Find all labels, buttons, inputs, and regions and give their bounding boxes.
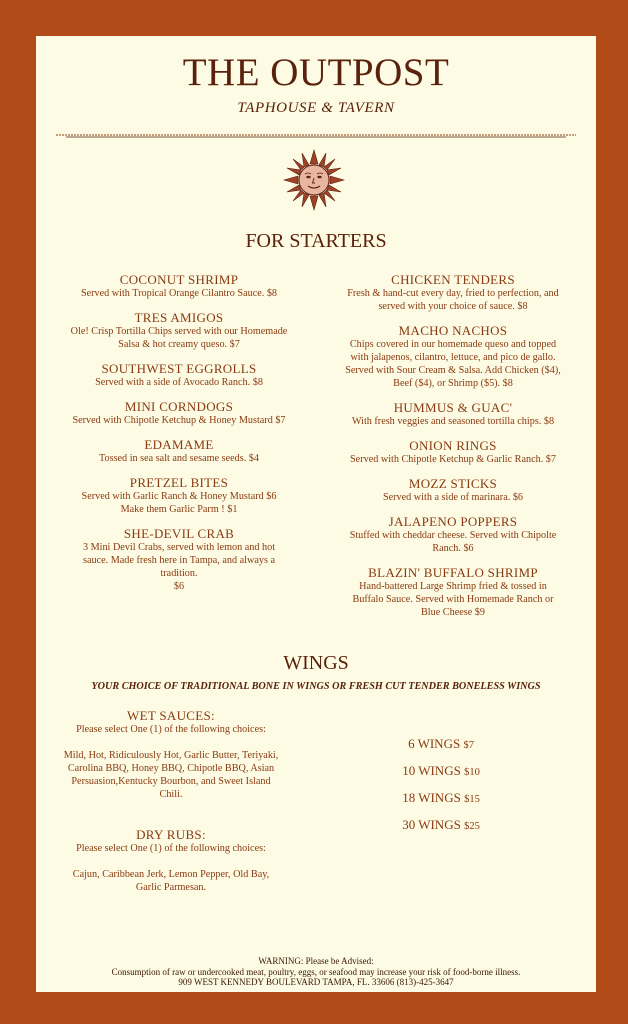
menu-item — [48, 475, 310, 516]
menu-item — [48, 526, 310, 593]
menu-item — [48, 399, 310, 427]
wings-heading: WINGS — [283, 652, 349, 674]
item-description: Stuffed with cheddar cheese. Served with Chipolte Ranch. $6 — [349, 530, 557, 554]
item-name: JALAPENO POPPERS — [388, 514, 518, 529]
item-name: MACHO NACHOS — [398, 323, 508, 338]
warning-text: Consumption of raw or undercooked meat, poultry, eggs, or seafood may increase your risk of food-borne illness. — [111, 966, 521, 977]
menu-item — [322, 476, 584, 504]
wing-size-price: $25 — [464, 821, 480, 832]
item-name: COCONUT SHRIMP — [119, 272, 239, 287]
menu-item — [322, 565, 584, 619]
item-name: CHICKEN TENDERS — [391, 272, 515, 287]
starters-right-column — [322, 272, 584, 629]
dry-rubs-title: DRY RUBS: — [136, 827, 206, 842]
sun-face-icon — [282, 148, 346, 212]
item-description: With fresh veggies and seasoned tortilla chips. $8 — [351, 416, 555, 427]
address: 909 WEST KENNEDY BOULEVARD TAMPA, FL. 33606 (813)-425-3647 — [178, 977, 454, 987]
item-description: Served with Garlic Ranch & Honey Mustard $6 Make them Garlic Parm ! $1 — [81, 491, 277, 515]
item-name: PRETZEL BITES — [129, 475, 229, 490]
starters-left-column — [48, 272, 310, 603]
item-description: Fresh & hand-cut every day, fried to perfection, and served with your choice of sauce. $8 — [347, 288, 559, 312]
item-name: TRES AMIGOS — [134, 310, 224, 325]
wing-size-label: 18 WINGS — [402, 790, 461, 805]
restaurant-title: THE OUTPOST — [182, 51, 450, 94]
footer — [36, 956, 596, 988]
wing-size-row — [366, 736, 516, 763]
menu-item — [48, 437, 310, 465]
item-name: SHE-DEVIL CRAB — [123, 526, 235, 541]
starters-heading: FOR STARTERS — [245, 230, 387, 252]
wet-sauces-instruction: Please select One (1) of the following choices: — [76, 724, 266, 735]
item-description: Served with a side of Avocado Ranch. $8 — [95, 377, 263, 388]
wing-size-price: $7 — [463, 740, 474, 751]
dry-rubs-instruction: Please select One (1) of the following choices: — [76, 843, 266, 854]
item-description: Chips covered in our homemade queso and topped with jalapenos, cilantro, lettuce, and pico de gallo. Served with Sour Cream & Salsa. Add Chicken ($4), Beef ($4), or Shrimp ($5). $8 — [345, 339, 561, 389]
item-name: SOUTHWEST EGGROLLS — [101, 361, 257, 376]
wing-size-label: 30 WINGS — [402, 817, 461, 832]
item-name: HUMMUS & GUAC' — [393, 400, 513, 415]
item-name: MOZZ STICKS — [408, 476, 498, 491]
wings-subheading: YOUR CHOICE OF TRADITIONAL BONE IN WINGS OR FRESH CUT TENDER BONELESS WINGS — [91, 681, 541, 692]
item-name: ONION RINGS — [409, 438, 497, 453]
wing-size-price: $10 — [464, 767, 480, 778]
spacer — [56, 736, 286, 749]
menu-item — [322, 438, 584, 466]
item-name: EDAMAME — [144, 437, 214, 452]
wing-size-row — [366, 790, 516, 817]
item-name: BLAZIN' BUFFALO SHRIMP — [368, 565, 538, 580]
item-name: MINI CORNDOGS — [124, 399, 234, 414]
menu-item — [322, 323, 584, 390]
restaurant-subtitle: TAPHOUSE & TAVERN — [237, 100, 395, 116]
item-description: Tossed in sea salt and sesame seeds. $4 — [99, 453, 259, 464]
divider-rule — [56, 134, 576, 138]
menu-item — [322, 272, 584, 313]
wings-sauces — [56, 708, 286, 894]
item-description: 3 Mini Devil Crabs, served with lemon and hot sauce. Made fresh here in Tampa, and always a tradition. $6 — [82, 542, 276, 592]
spacer — [56, 855, 286, 868]
menu-page — [36, 36, 596, 992]
menu-item — [48, 361, 310, 389]
item-description: Hand-battered Large Shrimp fried & tossed in Buffalo Sauce. Served with Homemade Ranch or Blue Cheese $9 — [352, 581, 554, 618]
item-description: Served with Chipotle Ketchup & Honey Mustard $7 — [72, 415, 286, 426]
spacer — [56, 814, 286, 827]
menu-item — [48, 272, 310, 300]
dry-rubs-choices: Cajun, Caribbean Jerk, Lemon Pepper, Old Bay, Garlic Parmesan. — [72, 869, 270, 893]
item-description: Served with Chipotle Ketchup & Garlic Ranch. $7 — [350, 454, 556, 465]
wing-size-label: 10 WINGS — [402, 763, 461, 778]
wing-size-row — [366, 817, 516, 844]
wet-sauces-choices: Mild, Hot, Ridiculously Hot, Garlic Butter, Teriyaki, Carolina BBQ, Honey BBQ, Chipotle BBQ, Asian Persuasion,Kentucky Bourbon, and Sweet Island Chili. — [63, 750, 279, 800]
spacer — [56, 801, 286, 814]
warning-title: WARNING: Please be Advised: — [258, 956, 374, 966]
menu-item — [322, 400, 584, 428]
wing-sizes — [366, 736, 516, 844]
item-description: Served with a side of marinara. $6 — [382, 492, 524, 503]
wing-size-price: $15 — [464, 794, 480, 805]
menu-item — [322, 514, 584, 555]
wing-size-label: 6 WINGS — [408, 736, 461, 751]
wet-sauces-title: WET SAUCES: — [127, 708, 215, 723]
wing-size-row — [366, 763, 516, 790]
item-description: Served with Tropical Orange Cilantro Sauce. $8 — [80, 288, 278, 299]
item-description: Ole! Crisp Tortilla Chips served with our Homemade Salsa & hot creamy queso. $7 — [70, 326, 288, 350]
menu-item — [48, 310, 310, 351]
